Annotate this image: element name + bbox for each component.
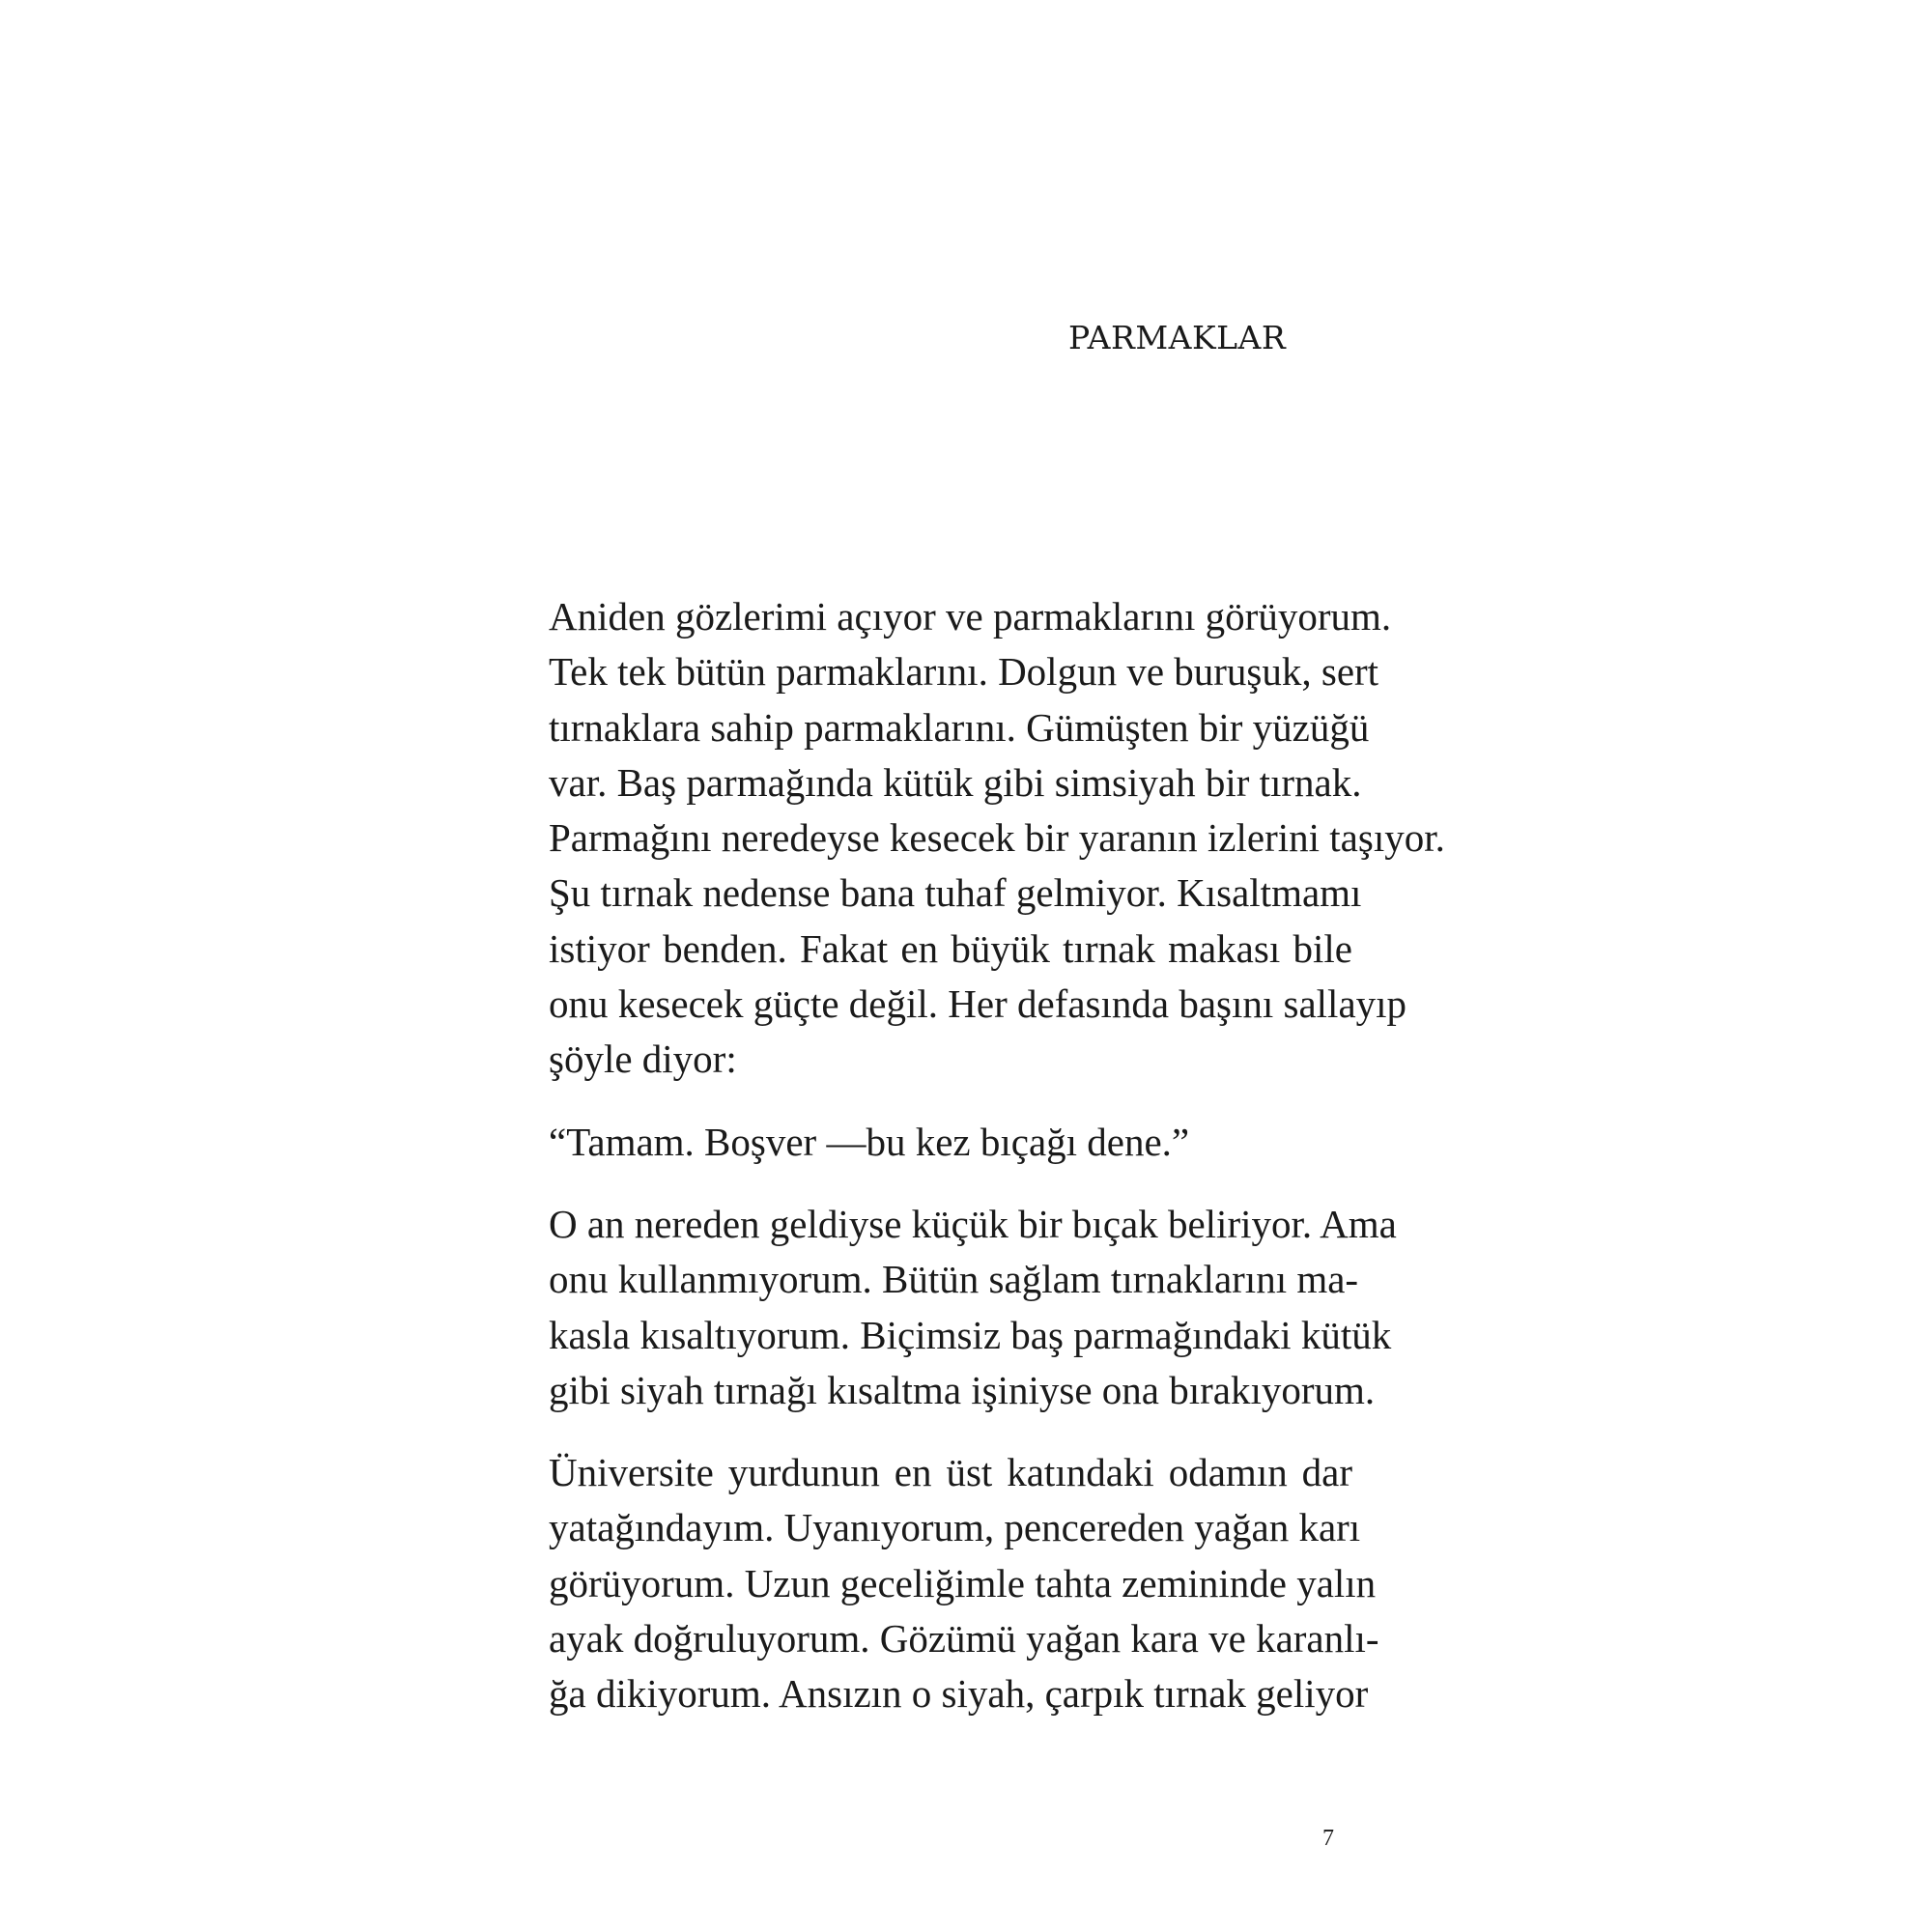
text-line: istiyor benden. Fakat en büyük tırnak makası bile bbox=[549, 925, 1352, 971]
text-line: Aniden gözlerimi açıyor ve parmaklarını görüyorum. bbox=[549, 594, 1392, 639]
text-line: onu kesecek güçte değil. Her defasında başını sallayıp bbox=[549, 981, 1407, 1027]
text-line: kasla kısaltıyorum. Biçimsiz baş parmağındaki kütük bbox=[549, 1312, 1392, 1357]
text-line: var. Baş parmağında kütük gibi simsiyah bir tırnak. bbox=[549, 759, 1362, 805]
paragraph-3 bbox=[549, 1197, 1397, 1418]
text-line: “Tamam. Boşver —bu kez bıçağı dene.” bbox=[549, 1119, 1190, 1164]
paragraph-4 bbox=[549, 1445, 1379, 1721]
text-line: Üniversite yurdunun en üst katındaki odamın dar bbox=[549, 1450, 1352, 1495]
text-line: onu kullanmıyorum. Bütün sağlam tırnaklarını ma- bbox=[549, 1257, 1359, 1302]
paragraph-2 bbox=[549, 1115, 1352, 1170]
text-line: O an nereden geldiyse küçük bir bıçak beliriyor. Ama bbox=[549, 1201, 1397, 1246]
text-line: yatağındayım. Uyanıyorum, pencereden yağan karı bbox=[549, 1505, 1361, 1550]
text-line: gibi siyah tırnağı kısaltma işiniyse ona bırakıyorum. bbox=[549, 1367, 1376, 1412]
body-text bbox=[549, 589, 1445, 1749]
text-line: görüyorum. Uzun geceliğimle tahta zemininde yalın bbox=[549, 1560, 1377, 1605]
text-line: ğa dikiyorum. Ansızın o siyah, çarpık tırnak geliyor bbox=[549, 1671, 1369, 1717]
text-line: şöyle diyor: bbox=[549, 1037, 737, 1082]
text-line: Parmağını neredeyse kesecek bir yaranın izlerini taşıyor. bbox=[549, 815, 1445, 861]
text-line: tırnaklara sahip parmaklarını. Gümüşten bir yüzüğü bbox=[549, 704, 1370, 750]
page-number: 7 bbox=[1322, 1826, 1334, 1851]
chapter-title: PARMAKLAR bbox=[1068, 319, 1287, 356]
paragraph-1 bbox=[549, 589, 1445, 1088]
text-line: Şu tırnak nedense bana tuhaf gelmiyor. Kısaltmamı bbox=[549, 870, 1362, 916]
text-line: Tek tek bütün parmaklarını. Dolgun ve buruşuk, sert bbox=[549, 649, 1379, 695]
text-line: ayak doğruluyorum. Gözümü yağan kara ve karanlı- bbox=[549, 1616, 1379, 1662]
